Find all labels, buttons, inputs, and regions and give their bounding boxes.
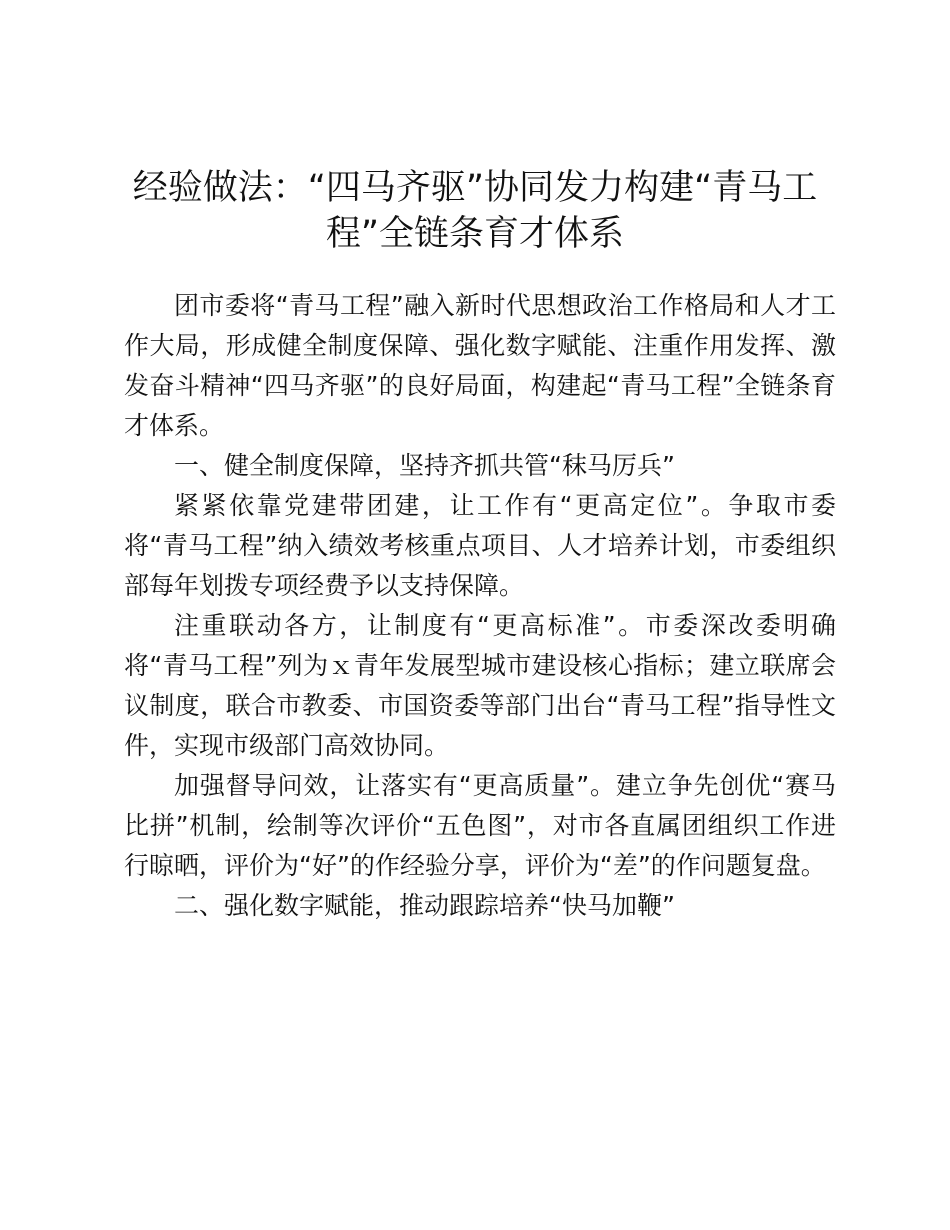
document-title: 经验做法：“四马齐驱”协同发力构建“青马工程”全链条育才体系 [132, 168, 818, 254]
section-1-heading: 一、健全制度保障，坚持齐抓共管“秣马厉兵” [174, 451, 675, 480]
section-1-paragraph-3: 加强督导问效，让落实有“更高质量”。建立争先创优“赛马比拼”机制，绘制等次评价“五色图”，对市各直属团组织工作进行晾晒，评价为“好”的作经验分享，评价为“差”的作问题复盘。 [124, 771, 836, 880]
section-1-paragraph-2: 注重联动各方，让制度有“更高标准”。市委深改委明确将“青马工程”列为ｘ青年发展型城市建设核心指标；建立联席会议制度，联合市教委、市国资委等部门出台“青马工程”指导性文件，实现市级部门高效协同。 [124, 611, 836, 760]
section-2-heading: 二、强化数字赋能，推动跟踪培养“快马加鞭” [174, 891, 675, 920]
document-body [124, 286, 836, 926]
intro-paragraph: 团市委将“青马工程”融入新时代思想政治工作格局和人才工作大局，形成健全制度保障、强化数字赋能、注重作用发挥、激发奋斗精神“四马齐驱”的良好局面，构建起“青马工程”全链条育才体系。 [124, 291, 836, 440]
section-1-paragraph-1: 紧紧依靠党建带团建，让工作有“更高定位”。争取市委将“青马工程”纳入绩效考核重点项目、人才培养计划，市委组织部每年划拨专项经费予以支持保障。 [124, 491, 836, 600]
